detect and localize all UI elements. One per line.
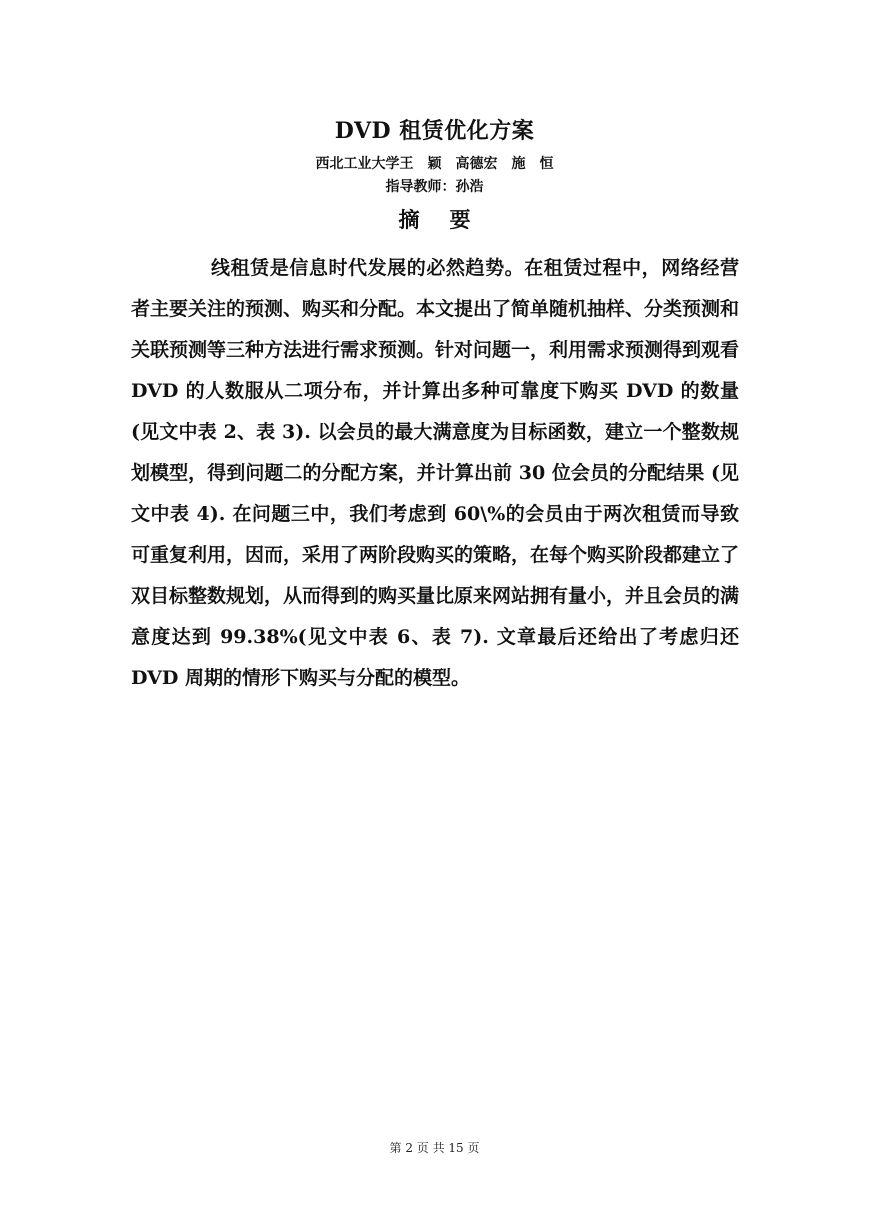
abstract-heading: 摘要 [398, 207, 501, 232]
document-title: DVD 租赁优化方案 [334, 118, 535, 144]
page-footer: 第 2 页 共 15 页 [389, 1141, 480, 1155]
advisor-line: 指导教师：孙浩 [385, 179, 484, 195]
abstract-paragraph: 线租赁是信息时代发展的必然趋势。在租赁过程中，网络经营者主要关注的预测、购买和分配。本文提出了简单随机抽样、分类预测和关联预测等三种方法进行需求预测。针对问题一，利用需求预测得到观看 DVD 的人数服从二项分布，并计算出多种可靠度下购买 DVD 的数量 (见文中表 2、表 3). 以会员的最大满意度为目标函数，建立一个整数规划模型，得到问题二的分配方案，并计算出前 30 位会员的分配结果 (见文中表 4). 在问题三中，我们考虑到 60\%的会员由于两次租赁而导致可重复利用，因而，采用了两阶段购买的策略，在每个购买阶段都建立了双目标整数规划，从而得到的购买量比原来网站拥有量小，并且会员的满意度达到 99.38%(见文中表 6、表 7). 文章最后还给出了考虑归还 DVD 周期的情形下购买与分配的模型。 [131, 257, 740, 689]
author-line: 西北工业大学王 颖 高德宏 施 恒 [315, 156, 554, 172]
